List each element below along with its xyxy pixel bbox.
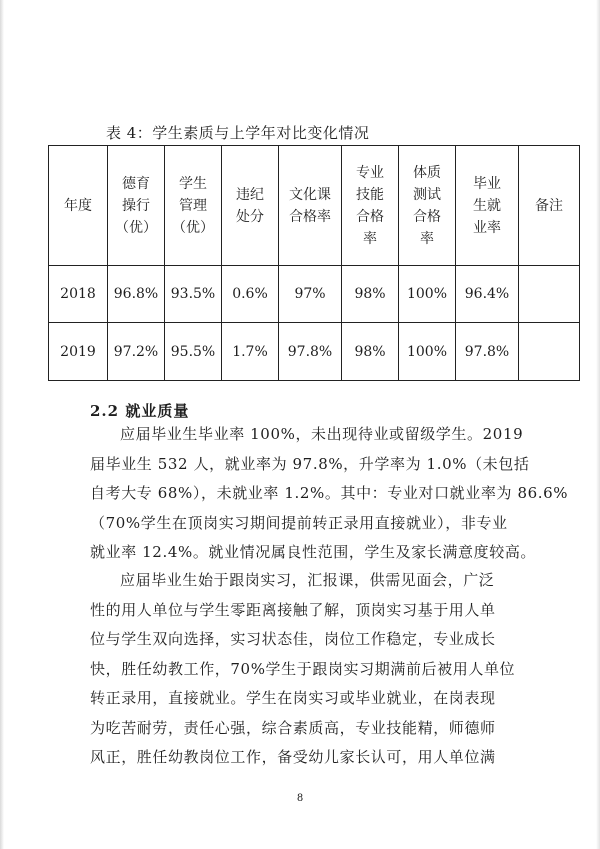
page-number: 8 [296,793,304,804]
paragraph-line: 风正，胜任幼教岗位工作，备受幼儿家长认可，用人单位满 [90,748,496,766]
table-cell: 96.4% [456,266,519,323]
table-cell: 97.8% [279,323,342,381]
header-student-management: 学生 管理 （优） [165,146,222,266]
header-employment-rate: 毕业 生就 业率 [456,146,519,266]
table-cell: 97% [279,266,342,323]
table-cell: 2019 [49,323,108,381]
table-cell: 95.5% [165,323,222,381]
paragraph-line: 位与学生双向选择，实习状态佳，岗位工作稳定，专业成长 [90,630,496,648]
table-cell: 97.8% [456,323,519,381]
table-row [49,266,580,323]
paragraph-line: （70%学生在顶岗实习期间提前转正录用直接就业），非专业 [90,513,508,532]
paragraph-line: 转正录用，直接就业。学生在岗实习或毕业就业，在岗表现 [90,689,496,707]
header-moral-conduct: 德育 操行 （优） [108,146,165,266]
header-year: 年度 [49,146,108,266]
paragraph-line: 性的用人单位与学生零距离接触了解，顶岗实习基于用人单 [90,600,496,619]
student-quality-table [48,145,580,381]
paragraph-line: 届毕业生 532 人，就业率为 97.8%，升学率为 1.0%（未包括 [90,454,530,473]
paragraph-line: 应届毕业生始于跟岗实习，汇报课，供需见面会，广泛 [120,571,495,589]
table-cell: 100% [399,323,456,381]
table-cell: 1.7% [222,323,279,381]
table-cell: 100% [399,266,456,323]
table-cell: 98% [342,323,399,381]
paragraph-line: 自考大专 68%），未就业率 1.2%。其中：专业对口就业率为 86.6% [90,484,569,502]
scan-edge-left [0,0,4,849]
table-header-row [49,146,580,266]
table-cell [519,266,580,323]
scan-edge-right [596,0,600,849]
table-cell: 97.2% [108,323,165,381]
paragraph-employment-stats [90,420,569,568]
header-fitness-pass-rate: 体质 测试 合格 率 [399,146,456,266]
section-heading: 2.2 就业质量 [90,402,190,420]
table-caption: 表 4：学生素质与上学年对比变化情况 [106,124,370,142]
paragraph-line: 就业率 12.4%。就业情况属良性范围，学生及家长满意度较高。 [90,543,537,561]
table-cell: 98% [342,266,399,323]
paragraph-line: 快，胜任幼教工作，70%学生于跟岗实习期满前后被用人单位 [90,659,516,678]
paragraph-line: 应届毕业生毕业率 100%，未出现待业或留级学生。2019 [120,425,524,443]
paragraph-line: 为吃苦耐劳，责任心强，综合素质高，专业技能精，师德师 [90,718,496,737]
header-remarks: 备注 [519,146,580,266]
paragraph-internship [90,566,560,773]
table-cell: 93.5% [165,266,222,323]
table-cell: 2018 [49,266,108,323]
header-culture-pass-rate: 文化课 合格率 [279,146,342,266]
header-disciplinary: 违纪 处分 [222,146,279,266]
table-cell: 96.8% [108,266,165,323]
table-cell [519,323,580,381]
header-skill-pass-rate: 专业 技能 合格 率 [342,146,399,266]
table-row [49,323,580,381]
table-cell: 0.6% [222,266,279,323]
